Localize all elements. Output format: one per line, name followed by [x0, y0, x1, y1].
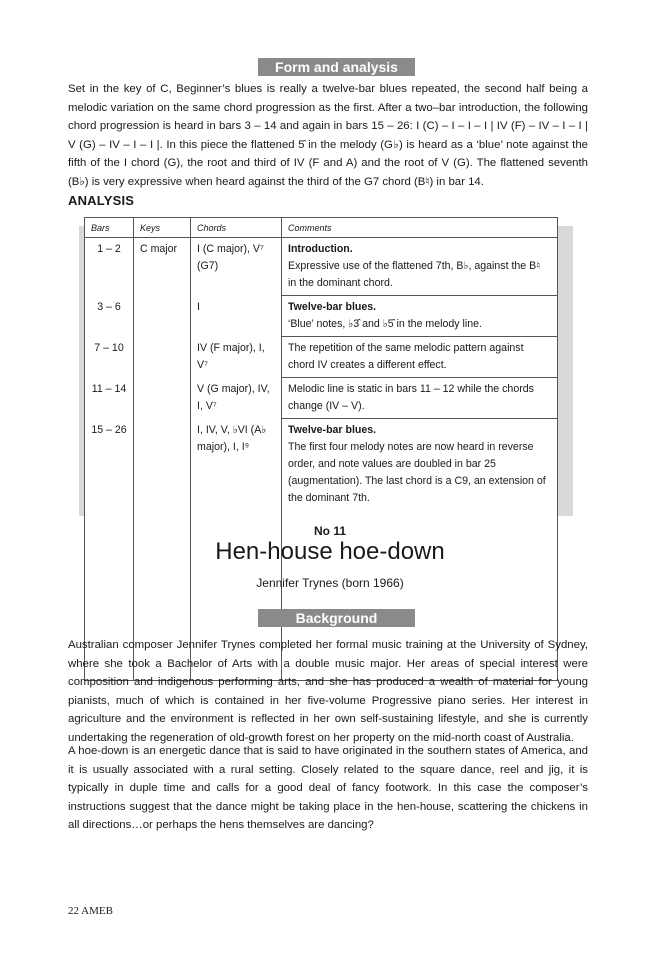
piece-title: Hen-house hoe-down [215, 538, 445, 565]
comment-text: Melodic line is static in bars 11 – 12 while the chords change (IV – V). [288, 383, 534, 412]
table-row [85, 238, 558, 296]
cell-bars: 7 – 10 [85, 337, 134, 378]
cell-chords: I [191, 296, 282, 337]
cell-keys [134, 296, 191, 337]
cell-comment [282, 238, 558, 296]
analysis-heading: ANALYSIS [68, 193, 135, 208]
comment-text: ‘Blue’ notes, ♭3̂ and ♭5̂ in the melody line. [288, 318, 482, 330]
cell-chords: I (C major), V⁷ (G7) [191, 238, 282, 296]
cell-bars: 3 – 6 [85, 296, 134, 337]
cell-keys: C major [134, 238, 191, 296]
cell-keys [134, 378, 191, 419]
cell-comment [282, 378, 558, 419]
comment-bold: Twelve-bar blues. [288, 301, 377, 313]
page-footer: 22 AMEB [68, 905, 113, 917]
table-row [85, 296, 558, 337]
cell-chords: V (G major), IV, I, V⁷ [191, 378, 282, 419]
piece-number: No 11 [313, 524, 346, 538]
comment-bold: Introduction. [288, 243, 353, 255]
header-bars: Bars [85, 218, 134, 238]
header-chords: Chords [191, 218, 282, 238]
cell-comment [282, 296, 558, 337]
section-heading-form-analysis: Form and analysis [258, 58, 415, 76]
table-row [85, 378, 558, 419]
comment-text: The first four melody notes are now heard in reverse order, and note values are doubled in bar 25 (augmentation). The last chord is a C9, an extension of the dominant 7th. [288, 441, 546, 504]
form-analysis-paragraph: Set in the key of C, Beginner’s blues is really a twelve-bar blues repeated, the second half being a melodic variation on the same chord progression as the first. After a two–bar introduction, the following chord progression is heard in bars 3 – 14 and again in bars 15 – 26: I (C) – I – I – I | IV (F) – IV – I – I | V (G) – IV – I – I |. In this piece the flattened 5̂ in the melody (G♭) is heard as a ‘blue’ note against the fifth of the I chord (G), the root and third of IV (F and A) and the root of V (G). The flattened seventh (B♭) is very expressive when heard against the third of the G7 chord (B♮) in bar 14. [68, 83, 588, 188]
background-paragraph-1: Australian composer Jennifer Trynes completed her formal music training at the University of Sydney, where she took a Bachelor of Arts with a double music major. Her areas of special interest were composition and indigenous performing arts, and she has produced a wealth of material for young pianists, much of which is contained in her five-volume Progressive piano series. Her interest in agriculture and the environment is reflected in her own self-sustaining lifestyle, and she is currently undertaking the regeneration of old-growth forest on her property on the mid-north coast of Australia. [68, 639, 588, 744]
cell-bars: 11 – 14 [85, 378, 134, 419]
comment-text: Expressive use of the flattened 7th, B♭, against the B♮ in the dominant chord. [288, 260, 540, 289]
header-keys: Keys [134, 218, 191, 238]
cell-keys [134, 337, 191, 378]
cell-chords: I, IV, V, ♭VI (A♭ major), I, I⁹ [191, 419, 282, 681]
table-row [85, 337, 558, 378]
header-comments: Comments [282, 218, 558, 238]
cell-bars: 15 – 26 [85, 419, 134, 681]
cell-chords: IV (F major), I, V⁷ [191, 337, 282, 378]
background-paragraph-2: A hoe-down is an energetic dance that is said to have originated in the southern states of America, and it is usually associated with a rural setting. Closely related to the square dance, reel and jig, it is typically in duple time and calls for a good deal of fancy footwork. In this case the composer’s instructions suggest that the dance might be taking place in the hen-house, scattering the chickens in all directions…or perhaps the hens themselves are dancing? [68, 745, 588, 831]
section-heading-background: Background [258, 609, 415, 627]
piece-composer: Jennifer Trynes (born 1966) [256, 576, 404, 590]
table-header-row [85, 218, 558, 238]
cell-comment [282, 337, 558, 378]
comment-text: The repetition of the same melodic pattern against chord IV creates a different effect. [288, 342, 524, 371]
comment-bold: Twelve-bar blues. [288, 424, 377, 436]
cell-bars: 1 – 2 [85, 238, 134, 296]
